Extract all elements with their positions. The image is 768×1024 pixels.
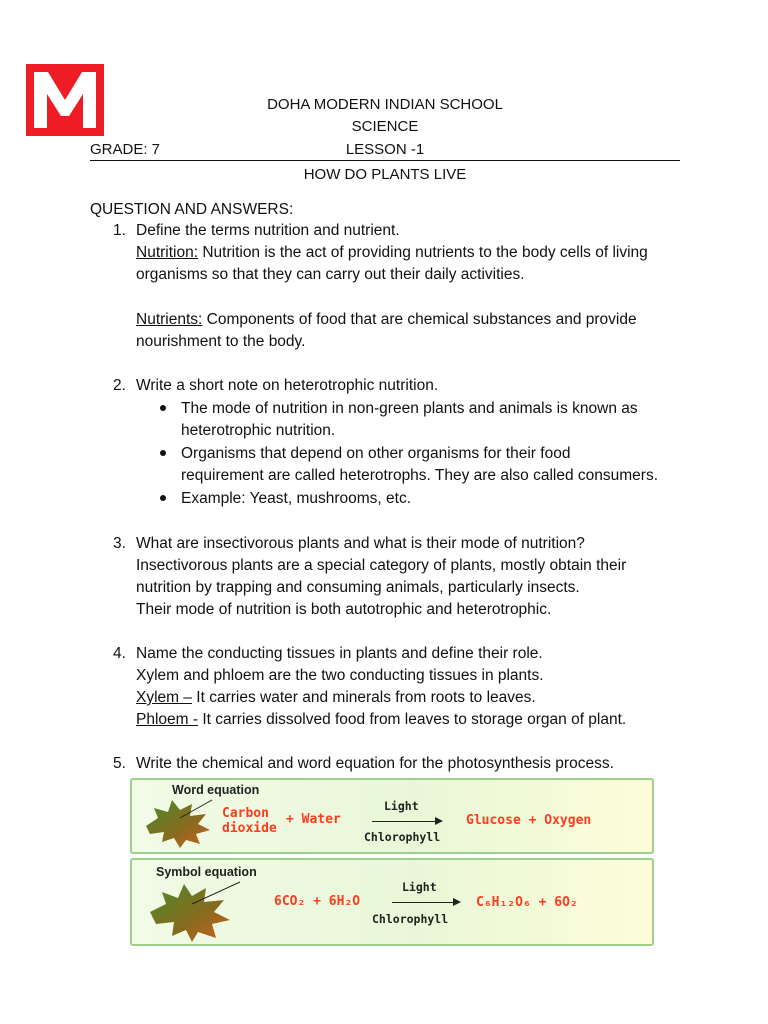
q3-answer-1: Insectivorous plants are a special category of plants, mostly obtain their (136, 557, 627, 574)
lesson-label: LESSON -1 (345, 141, 425, 158)
reaction-arrow (372, 821, 438, 822)
symbol-products: C₆H₁₂O₆ + 6O₂ (476, 895, 578, 910)
reactant-line-2: dioxide (222, 821, 277, 836)
symbol-reactants: 6CO₂ + 6H₂O (274, 894, 361, 909)
products-glucose-oxygen: Glucose + Oxygen (466, 813, 592, 828)
reaction-arrow (392, 902, 456, 903)
q3-answer-3: Their mode of nutrition is both autotrophic and heterotrophic. (136, 601, 552, 618)
xylem-term: Xylem – (136, 689, 192, 706)
nutrients-term: Nutrients: (136, 311, 203, 328)
symbol-equation-title: Symbol equation (156, 865, 257, 879)
section-title: QUESTION AND ANSWERS: (90, 201, 294, 218)
arrowhead-icon (435, 817, 443, 825)
q2-bullet-2: Organisms that depend on other organisms for their food (181, 445, 571, 462)
nutrients-definition: Components of food that are chemical substances and provide (202, 311, 637, 328)
q2-bullet-1-cont: heterotrophic nutrition. (181, 422, 336, 439)
word-equation-title: Word equation (172, 783, 260, 797)
lesson-title: HOW DO PLANTS LIVE (303, 166, 467, 183)
q5-number: 5. (113, 755, 126, 772)
nutrition-definition: Nutrition is the act of providing nutrients to the body cells of living (198, 244, 648, 261)
arrow-label-light: Light (402, 880, 437, 894)
q2-bullet-2-cont: requirement are called heterotrophs. They are also called consumers. (181, 467, 659, 484)
subject-title: SCIENCE (351, 118, 419, 135)
q5-question: Write the chemical and word equation for the photosynthesis process. (136, 755, 614, 772)
arrowhead-icon (453, 898, 461, 906)
word-equation-box (130, 778, 654, 854)
nutrition-definition-cont: organisms so that they can carry out their daily activities. (136, 266, 525, 283)
q2-question: Write a short note on heterotrophic nutrition. (136, 377, 439, 394)
arrow-label-chlorophyll: Chlorophyll (372, 912, 449, 926)
q1-question: Define the terms nutrition and nutrient. (136, 222, 400, 239)
header-divider (90, 160, 680, 161)
school-name: DOHA MODERN INDIAN SCHOOL (267, 96, 503, 113)
xylem-definition: It carries water and minerals from roots to leaves. (192, 689, 536, 706)
arrow-label-light: Light (384, 799, 419, 813)
q3-question: What are insectivorous plants and what is their mode of nutrition? (136, 535, 585, 552)
grade-label: GRADE: 7 (90, 141, 161, 158)
nutrients-definition-cont: nourishment to the body. (136, 333, 306, 350)
nutrition-term: Nutrition: (136, 244, 199, 261)
q4-question: Name the conducting tissues in plants and define their role. (136, 645, 543, 662)
q4-phloem-line (136, 709, 626, 731)
maple-leaf-icon (144, 880, 244, 942)
reactant-carbon-dioxide (222, 806, 277, 836)
maple-leaf-icon (140, 796, 224, 848)
q4-answer-1: Xylem and phloem are the two conducting tissues in plants. (136, 667, 544, 684)
arrow-label-chlorophyll: Chlorophyll (364, 830, 441, 844)
symbol-equation-box (130, 858, 654, 946)
q2-number: 2. (113, 377, 126, 394)
q1-number: 1. (113, 222, 126, 239)
q2-bullet-3: Example: Yeast, mushrooms, etc. (181, 490, 412, 507)
bullet-icon (160, 450, 166, 456)
q4-number: 4. (113, 645, 126, 662)
reactant-water: + Water (286, 812, 341, 827)
q3-number: 3. (113, 535, 126, 552)
school-logo (26, 64, 104, 136)
logo-m-icon (26, 64, 104, 136)
bullet-icon (160, 495, 166, 501)
reactant-line-1: Carbon (222, 806, 269, 821)
q1-nutrients-line (136, 309, 637, 331)
bullet-icon (160, 405, 166, 411)
q4-xylem-line (136, 687, 536, 709)
phloem-definition: It carries dissolved food from leaves to storage organ of plant. (198, 711, 627, 728)
q3-answer-2: nutrition by trapping and consuming animals, particularly insects. (136, 579, 580, 596)
q2-bullet-1: The mode of nutrition in non-green plants and animals is known as (181, 400, 638, 417)
phloem-term: Phloem - (136, 711, 199, 728)
q1-nutrition-line (136, 242, 648, 264)
